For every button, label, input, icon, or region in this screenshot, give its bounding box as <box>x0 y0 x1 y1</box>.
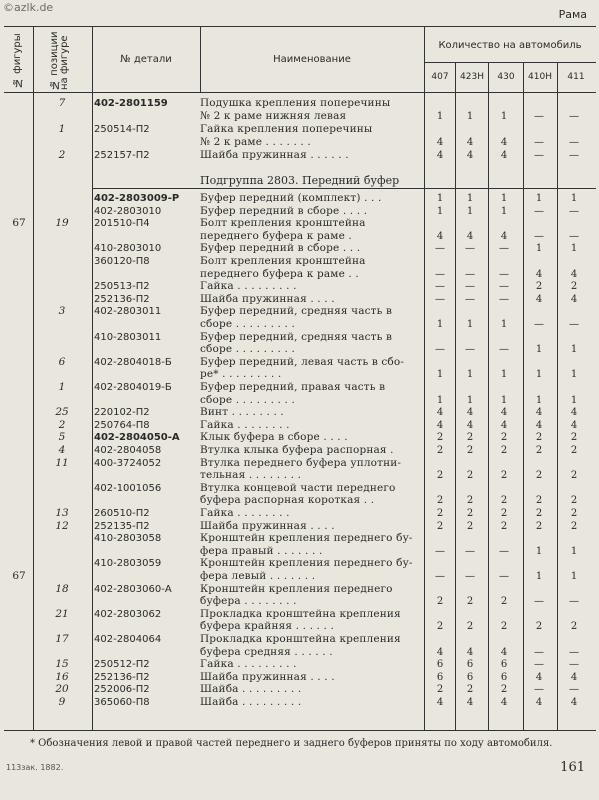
cell-part: 402-2803060-А <box>94 583 172 595</box>
cell-name: сборе . . . . . . . . . <box>200 318 295 330</box>
cell-qty-410Н: 2 <box>535 432 543 444</box>
subgroup-rule <box>92 188 596 189</box>
cell-part: 410-2803058 <box>94 533 162 545</box>
cell-qty-430: 4 <box>500 137 508 148</box>
cell-name: Прокладка кронштейна крепления <box>200 607 401 620</box>
cell-qty-430: — <box>499 344 509 356</box>
cell-qty-430: 6 <box>500 659 508 671</box>
cell-qty-407: — <box>435 281 445 293</box>
cell-pos: 16 <box>55 670 69 683</box>
cell-part: 365060-П8 <box>94 697 150 708</box>
cell-qty-430: 2 <box>500 520 508 532</box>
cell-name: Кронштейн крепления переднего бу- <box>200 557 413 570</box>
cell-part: 201510-П4 <box>94 218 150 230</box>
cell-qty-430: 1 <box>500 319 508 330</box>
cell-qty-407: 2 <box>436 684 444 696</box>
cell-qty-411: — <box>569 137 579 148</box>
cell-name: Шайба . . . . . . . . . <box>200 696 302 708</box>
cell-part: 402-2804050-А <box>94 432 180 444</box>
cell-name: Шайба пружинная . . . . . . <box>200 149 349 161</box>
cell-qty-430: — <box>499 571 509 582</box>
cell-qty-423Н: 1 <box>466 111 474 122</box>
cell-name: Буфер передний, правая часть в <box>200 381 386 393</box>
cell-qty-423Н: 1 <box>466 369 474 381</box>
cell-part: 402-2803010 <box>94 205 162 217</box>
page-number: 161 <box>560 760 585 775</box>
cell-qty-411: 2 <box>570 470 578 482</box>
cell-qty-411: 4 <box>570 671 578 683</box>
cell-part: 402-2803009-Р <box>94 193 180 204</box>
cell-name: Буфер передний, средняя часть в <box>200 305 393 318</box>
model-423n: 423Н <box>460 72 484 82</box>
col-divider <box>33 26 34 730</box>
cell-qty-423Н: 2 <box>466 684 474 696</box>
cell-qty-410Н: 1 <box>535 369 543 381</box>
cell-name: Клык буфера в сборе . . . . <box>200 431 348 444</box>
cell-qty-423Н: — <box>465 293 475 305</box>
cell-qty-430: 1 <box>500 394 508 406</box>
cell-part: 252157-П2 <box>94 150 150 161</box>
cell-qty-410Н: — <box>534 230 544 242</box>
cell-part: 402-2804019-Б <box>94 382 172 393</box>
model-407: 407 <box>431 72 449 82</box>
cell-name: фера правый . . . . . . . <box>200 544 323 557</box>
cell-qty-410Н: 4 <box>535 407 543 419</box>
cell-qty-411: 1 <box>570 369 578 381</box>
cell-part: 252135-П2 <box>94 520 150 532</box>
cell-part: 402-2804058 <box>94 445 162 456</box>
cell-qty-411: — <box>569 684 579 696</box>
cell-name: фера левый . . . . . . . <box>200 570 316 582</box>
cell-qty-430: — <box>499 268 509 280</box>
cell-qty-430: 2 <box>500 470 508 482</box>
cell-qty-423Н: 4 <box>466 646 474 658</box>
cell-qty-430: 4 <box>500 697 508 708</box>
cell-pos: 11 <box>55 456 69 469</box>
cell-name: сборе . . . . . . . . . <box>200 343 295 356</box>
cell-part: 402-2801159 <box>94 98 168 109</box>
col-divider <box>557 62 558 730</box>
cell-name: Буфер передний, левая часть в сбо- <box>200 355 405 368</box>
cell-qty-407: 4 <box>436 646 444 658</box>
cell-name: тельная . . . . . . . . <box>200 469 302 482</box>
cell-qty-423Н: 2 <box>466 495 474 507</box>
cell-qty-411: — <box>569 111 579 122</box>
cell-qty-407: 1 <box>436 369 444 381</box>
cell-qty-411: — <box>569 230 579 242</box>
cell-qty-407: — <box>435 243 445 255</box>
cell-name: Гайка . . . . . . . . . <box>200 280 297 293</box>
header-fig: № фигуры <box>12 33 23 88</box>
cell-qty-410Н: 4 <box>535 268 543 280</box>
cell-name: Гайка . . . . . . . . . <box>200 658 297 671</box>
qty-header-rule <box>424 62 596 63</box>
cell-pos: 9 <box>58 696 66 708</box>
watermark: ©azlk.de <box>3 1 54 14</box>
cell-name: Кронштейн крепления переднего <box>200 582 393 595</box>
footnote: * Обозначения левой и правой частей переднего и заднего буферов приняты по ходу автомобиля. <box>30 738 553 749</box>
cell-qty-407: 4 <box>436 697 444 708</box>
cell-qty-430: 2 <box>500 445 508 456</box>
cell-qty-430: 4 <box>500 407 508 419</box>
cell-pos: 1 <box>58 123 66 135</box>
cell-qty-407: 1 <box>436 111 444 122</box>
cell-pos: 3 <box>58 305 66 318</box>
cell-qty-410Н: — <box>534 684 544 696</box>
cell-name: Втулка клыка буфера распорная . <box>200 444 394 456</box>
cell-qty-410Н: — <box>534 319 544 330</box>
cell-qty-407: 4 <box>436 150 444 161</box>
cell-pos: 17 <box>55 633 69 645</box>
cell-name: буфера крайняя . . . . . . <box>200 620 334 633</box>
cell-qty-423Н: 6 <box>466 659 474 671</box>
cell-qty-430: 2 <box>500 508 508 519</box>
cell-part: 360120-П8 <box>94 256 150 267</box>
header-part: № детали <box>120 54 172 65</box>
cell-qty-430: 2 <box>500 596 508 608</box>
cell-part: 250513-П2 <box>94 281 150 293</box>
cell-qty-411: — <box>569 596 579 608</box>
cell-qty-411: 1 <box>570 344 578 356</box>
cell-qty-423Н: 1 <box>466 319 474 330</box>
cell-qty-407: 4 <box>436 137 444 148</box>
cell-qty-423Н: — <box>465 243 475 255</box>
cell-fig: 67 <box>12 570 26 582</box>
cell-qty-410Н: 2 <box>535 520 543 532</box>
cell-qty-410Н: 1 <box>535 571 543 582</box>
header-name: Наименование <box>273 54 351 65</box>
cell-name: Буфер передний в сборе . . . <box>200 242 361 255</box>
cell-qty-410Н: — <box>534 137 544 148</box>
cell-part: 410-2803011 <box>94 331 162 343</box>
cell-qty-410Н: — <box>534 111 544 122</box>
cell-qty-430: 1 <box>500 111 508 122</box>
cell-qty-411: — <box>569 646 579 658</box>
cell-part: 402-2803011 <box>94 306 162 318</box>
col-divider <box>424 26 425 730</box>
cell-qty-430: 1 <box>500 193 508 204</box>
cell-qty-407: — <box>435 545 445 557</box>
cell-qty-407: 4 <box>436 230 444 242</box>
cell-name: Гайка крепления поперечины <box>200 123 373 135</box>
cell-name: Буфер передний (комплект) . . . <box>200 192 382 204</box>
cell-part: 402-2804018-Б <box>94 356 172 368</box>
cell-qty-430: 2 <box>500 621 508 633</box>
cell-name: Шайба пружинная . . . . <box>200 519 335 532</box>
cell-name: Прокладка кронштейна крепления <box>200 633 401 645</box>
cell-qty-410Н: 1 <box>535 193 543 204</box>
cell-name: Шайба пружинная . . . . <box>200 292 335 305</box>
cell-qty-430: 2 <box>500 432 508 444</box>
cell-part: 402-2804064 <box>94 634 162 645</box>
cell-qty-423Н: 1 <box>466 394 474 406</box>
cell-pos: 15 <box>55 658 69 671</box>
cell-qty-411: 2 <box>570 520 578 532</box>
cell-qty-407: — <box>435 293 445 305</box>
cell-qty-430: 4 <box>500 646 508 658</box>
cell-part: 252006-П2 <box>94 684 150 696</box>
cell-qty-423Н: 4 <box>466 137 474 148</box>
cell-qty-423Н: 1 <box>466 193 474 204</box>
col-divider <box>92 26 93 730</box>
cell-qty-423Н: — <box>465 268 475 280</box>
cell-qty-407: 6 <box>436 659 444 671</box>
cell-qty-423Н: 4 <box>466 150 474 161</box>
cell-name: переднего буфера к раме . <box>200 229 352 242</box>
cell-qty-430: 1 <box>500 205 508 217</box>
cell-pos: 20 <box>55 683 69 696</box>
cell-qty-423Н: 6 <box>466 671 474 683</box>
cell-name: № 2 к раме . . . . . . . <box>200 136 311 148</box>
cell-qty-411: 4 <box>570 407 578 419</box>
cell-part: 402-2803062 <box>94 608 162 620</box>
cell-qty-407: 1 <box>436 394 444 406</box>
cell-qty-423Н: — <box>465 571 475 582</box>
cell-qty-411: — <box>569 659 579 671</box>
imprint: 113зак. 1882. <box>6 763 64 772</box>
cell-part: 250512-П2 <box>94 659 150 671</box>
cell-pos: 21 <box>55 607 69 620</box>
header-qty: Количество на автомобиль <box>438 40 582 51</box>
cell-qty-430: 2 <box>500 684 508 696</box>
cell-qty-407: 6 <box>436 671 444 683</box>
cell-qty-411: 2 <box>570 281 578 293</box>
cell-pos: 5 <box>58 431 66 444</box>
cell-qty-410Н: — <box>534 659 544 671</box>
cell-qty-430: 4 <box>500 150 508 161</box>
cell-name: Гайка . . . . . . . . <box>200 418 290 431</box>
cell-qty-423Н: 4 <box>466 407 474 419</box>
cell-qty-423Н: 2 <box>466 596 474 608</box>
cell-name: Гайка . . . . . . . . <box>200 507 290 519</box>
subgroup-heading: Подгруппа 2803. Передний буфер <box>200 174 400 187</box>
cell-name: № 2 к раме нижняя левая <box>200 110 347 122</box>
cell-qty-407: 2 <box>436 508 444 519</box>
cell-qty-407: 2 <box>436 596 444 608</box>
cell-qty-423Н: 2 <box>466 621 474 633</box>
cell-name: Буфер передний, средняя часть в <box>200 330 393 343</box>
cell-qty-410Н: — <box>534 596 544 608</box>
section-title: Рама <box>558 8 587 21</box>
cell-qty-411: — <box>569 205 579 217</box>
cell-qty-411: 4 <box>570 697 578 708</box>
cell-pos: 19 <box>55 217 69 230</box>
cell-pos: 7 <box>58 97 66 109</box>
cell-qty-410Н: 2 <box>535 508 543 519</box>
cell-qty-410Н: 1 <box>535 344 543 356</box>
model-410n: 410Н <box>528 72 552 82</box>
model-411: 411 <box>567 72 585 82</box>
cell-qty-411: 1 <box>570 545 578 557</box>
cell-pos: 2 <box>58 149 66 161</box>
cell-part: 220102-П2 <box>94 407 150 419</box>
cell-qty-407: 2 <box>436 495 444 507</box>
cell-name: Винт . . . . . . . . <box>200 406 284 419</box>
cell-qty-410Н: 2 <box>535 470 543 482</box>
cell-qty-411: 1 <box>570 193 578 204</box>
cell-qty-407: 4 <box>436 407 444 419</box>
cell-qty-423Н: 2 <box>466 470 474 482</box>
cell-name: буфера . . . . . . . . <box>200 595 297 608</box>
cell-qty-407: — <box>435 268 445 280</box>
cell-name: Болт крепления кронштейна <box>200 255 366 267</box>
cell-qty-411: 2 <box>570 445 578 456</box>
cell-pos: 2 <box>58 418 66 431</box>
cell-qty-410Н: 1 <box>535 394 543 406</box>
cell-name: Буфер передний в сборе . . . . <box>200 204 368 217</box>
cell-qty-410Н: 1 <box>535 545 543 557</box>
cell-part: 260510-П2 <box>94 508 150 519</box>
cell-qty-411: 1 <box>570 243 578 255</box>
cell-pos: 1 <box>58 381 66 393</box>
cell-qty-407: 1 <box>436 205 444 217</box>
table-bottom-rule <box>4 730 596 731</box>
cell-name: ре* . . . . . . . . . <box>200 368 282 381</box>
cell-name: Шайба пружинная . . . . <box>200 670 335 683</box>
cell-qty-430: 1 <box>500 369 508 381</box>
cell-qty-423Н: 2 <box>466 432 474 444</box>
cell-qty-410Н: 2 <box>535 281 543 293</box>
cell-qty-411: — <box>569 319 579 330</box>
cell-qty-407: 2 <box>436 432 444 444</box>
cell-qty-411: 1 <box>570 571 578 582</box>
cell-part: 410-2803059 <box>94 558 162 570</box>
cell-pos: 13 <box>55 507 69 519</box>
cell-qty-407: 2 <box>436 621 444 633</box>
cell-pos: 6 <box>58 355 66 368</box>
col-divider <box>488 62 489 730</box>
cell-qty-407: 1 <box>436 193 444 204</box>
cell-pos: 18 <box>55 582 69 595</box>
cell-qty-410Н: 1 <box>535 243 543 255</box>
cell-qty-423Н: — <box>465 344 475 356</box>
cell-name: Втулка концевой части переднего <box>200 481 396 494</box>
cell-qty-407: — <box>435 571 445 582</box>
cell-part: 410-2803010 <box>94 243 162 255</box>
cell-qty-410Н: — <box>534 150 544 161</box>
cell-qty-430: 4 <box>500 419 508 431</box>
cell-qty-430: 6 <box>500 671 508 683</box>
col-divider <box>523 62 524 730</box>
cell-name: Кронштейн крепления переднего бу- <box>200 532 413 545</box>
cell-qty-410Н: 2 <box>535 495 543 507</box>
cell-qty-423Н: 4 <box>466 419 474 431</box>
cell-qty-407: 2 <box>436 445 444 456</box>
cell-name: сборе . . . . . . . . . <box>200 393 295 406</box>
cell-name: Шайба . . . . . . . . . <box>200 683 302 696</box>
cell-qty-411: — <box>569 150 579 161</box>
cell-qty-410Н: 4 <box>535 293 543 305</box>
cell-qty-430: 4 <box>500 230 508 242</box>
cell-name: буфера распорная короткая . . <box>200 494 375 507</box>
cell-qty-423Н: 4 <box>466 697 474 708</box>
cell-qty-411: 4 <box>570 268 578 280</box>
cell-part: 252136-П2 <box>94 293 150 305</box>
cell-qty-411: 2 <box>570 508 578 519</box>
cell-part: 252136-П2 <box>94 671 150 683</box>
cell-name: буфера средняя . . . . . . <box>200 645 333 658</box>
cell-qty-411: 2 <box>570 495 578 507</box>
cell-part: 250514-П2 <box>94 124 150 135</box>
cell-qty-411: 2 <box>570 432 578 444</box>
cell-qty-410Н: 2 <box>535 621 543 633</box>
cell-qty-407: 2 <box>436 520 444 532</box>
cell-qty-407: 4 <box>436 419 444 431</box>
cell-pos: 4 <box>58 444 66 456</box>
cell-qty-410Н: — <box>534 646 544 658</box>
cell-qty-430: — <box>499 243 509 255</box>
cell-qty-411: 4 <box>570 419 578 431</box>
cell-name: Болт крепления кронштейна <box>200 217 366 230</box>
cell-qty-407: 2 <box>436 470 444 482</box>
cell-name: Подушка крепления поперечины <box>200 97 391 109</box>
model-430: 430 <box>497 72 515 82</box>
cell-fig: 67 <box>12 217 26 230</box>
cell-part: 402-1001056 <box>94 482 162 494</box>
cell-qty-423Н: — <box>465 545 475 557</box>
cell-pos: 25 <box>55 406 69 419</box>
cell-qty-430: — <box>499 545 509 557</box>
cell-qty-410Н: 4 <box>535 671 543 683</box>
cell-qty-410Н: 2 <box>535 445 543 456</box>
cell-qty-430: — <box>499 293 509 305</box>
cell-part: 250764-П8 <box>94 419 150 431</box>
cell-qty-410Н: — <box>534 205 544 217</box>
cell-pos: 12 <box>55 519 69 532</box>
cell-qty-423Н: 2 <box>466 508 474 519</box>
cell-part: 400-3724052 <box>94 457 162 469</box>
cell-name: переднего буфера к раме . . <box>200 267 359 280</box>
cell-qty-423Н: 2 <box>466 520 474 532</box>
cell-qty-423Н: 2 <box>466 445 474 456</box>
cell-qty-423Н: — <box>465 281 475 293</box>
cell-qty-410Н: 4 <box>535 697 543 708</box>
cell-name: Втулка переднего буфера уплотни- <box>200 456 402 469</box>
header-pos: № позиции на фигуре <box>49 31 70 90</box>
cell-qty-411: 2 <box>570 621 578 633</box>
cell-qty-407: 1 <box>436 319 444 330</box>
cell-qty-430: — <box>499 281 509 293</box>
cell-qty-430: 2 <box>500 495 508 507</box>
cell-qty-407: — <box>435 344 445 356</box>
cell-qty-410Н: 4 <box>535 419 543 431</box>
cell-qty-423Н: 4 <box>466 230 474 242</box>
cell-qty-411: 4 <box>570 293 578 305</box>
cell-qty-423Н: 1 <box>466 205 474 217</box>
cell-qty-411: 1 <box>570 394 578 406</box>
